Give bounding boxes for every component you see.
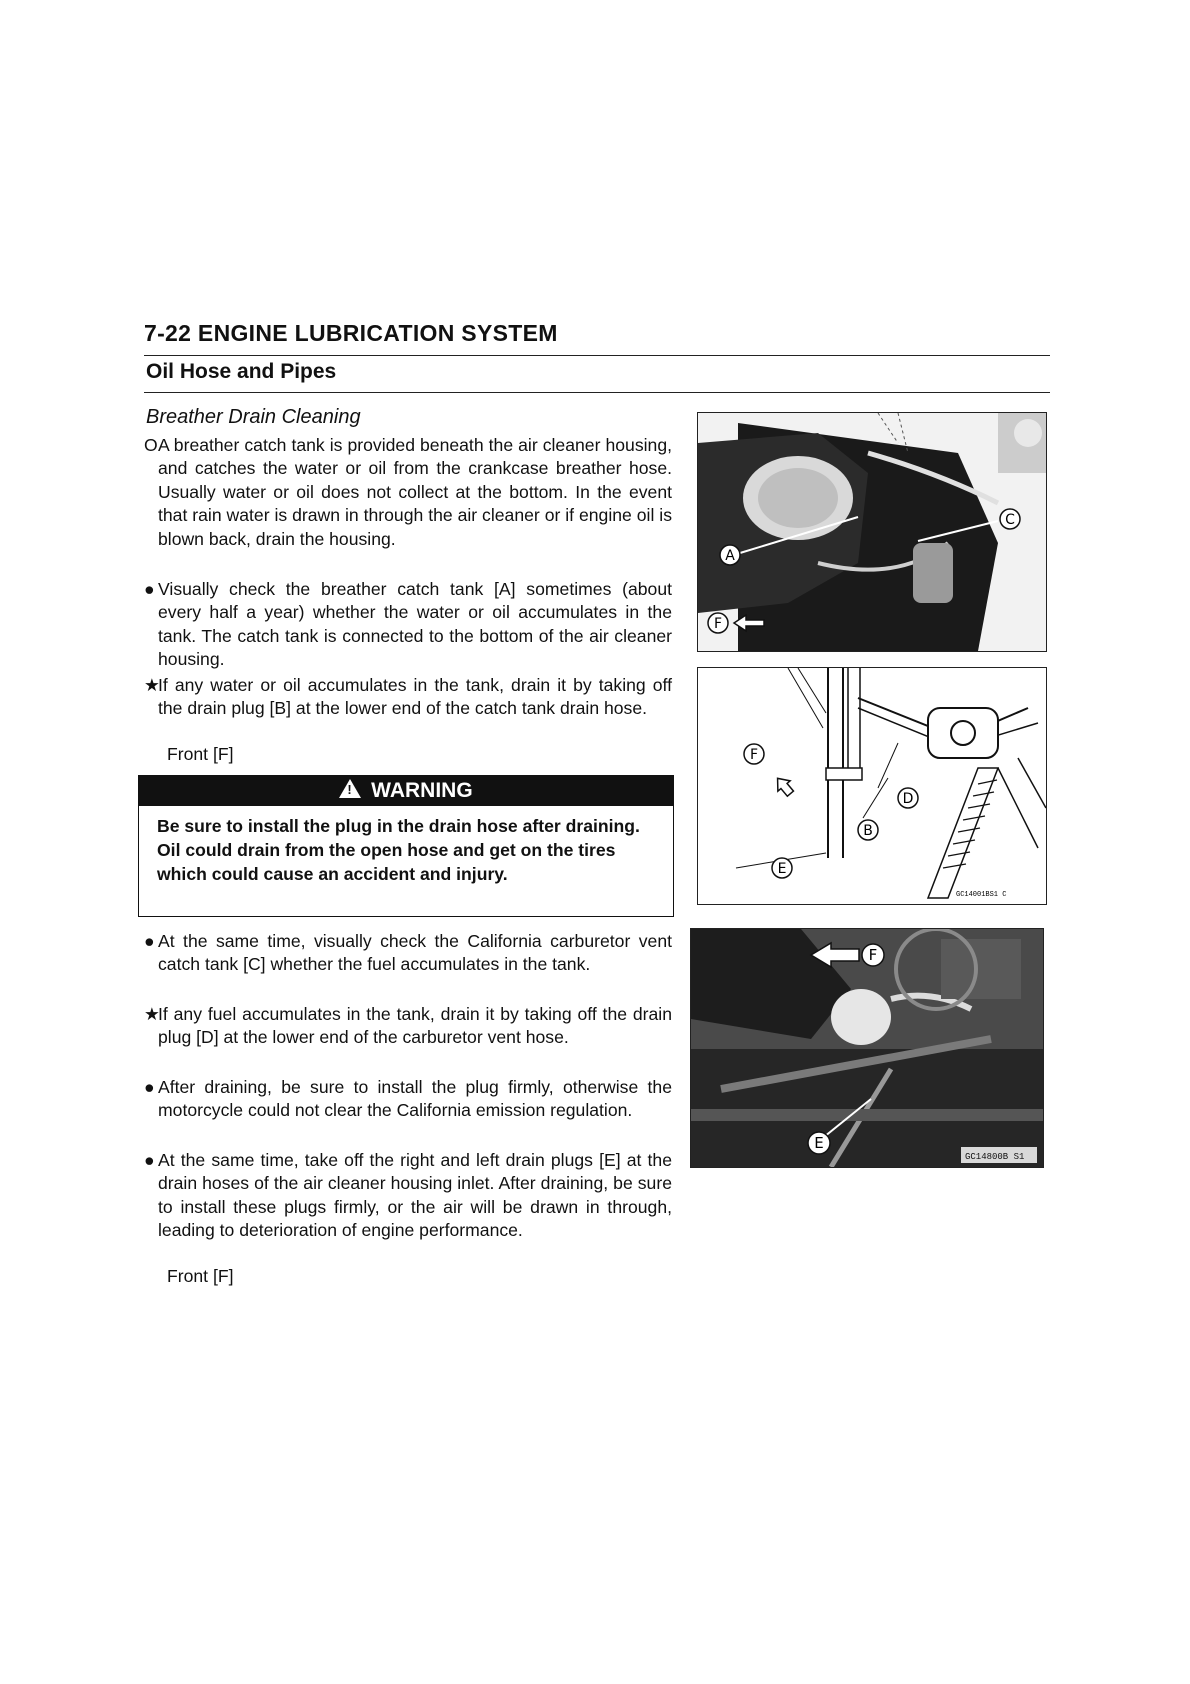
paragraph-text: Visually check the breather catch tank [A] sometimes (about every half a year) whether the water or oil accumulates in the tank. The catch tank is connected to the bottom of the air cleaner housing. (158, 579, 672, 670)
section-rule (144, 392, 1050, 393)
paragraph-install-plug (144, 1076, 672, 1123)
bullet-icon: ● (144, 579, 155, 599)
paragraph-left-right-plugs (144, 1149, 672, 1243)
paragraph-california-tank (144, 930, 672, 977)
star-icon: ★ (144, 1004, 160, 1024)
front-label: Front [F] (167, 1266, 234, 1286)
paragraph-check-tank (144, 578, 672, 672)
figure-drain-hose-drawing (697, 667, 1047, 905)
paragraph-text: At the same time, take off the right and left drain plugs [E] at the drain hoses of the air cleaner housing inlet. After draining, be sure to install these plugs firmly, or the air will be drawn in through, leading to deterioration of engine performance. (158, 1150, 672, 1241)
bullet-icon: ● (144, 1077, 155, 1097)
star-icon: ★ (144, 675, 160, 695)
warning-box (138, 775, 674, 917)
paragraph-text: If any fuel accumulates in the tank, drain it by taking off the drain plug [D] at the lower end of the carburetor vent hose. (158, 1004, 672, 1048)
figure-code: GC14800B S1 (965, 1152, 1025, 1162)
subsection-title: Breather Drain Cleaning (146, 406, 361, 428)
warning-title: WARNING (371, 779, 473, 802)
callout-label-f: F (713, 616, 723, 632)
figure-breather-tank-photo (697, 412, 1047, 652)
paragraph-text: A breather catch tank is provided beneath the air cleaner housing, and catches the water or oil from the crankcase breather hose. Usually water or oil does not collect at the bottom. In the event that rain water is drawn in through the air cleaner or if engine oil is blown back, drain the housing. (158, 435, 672, 549)
paragraph-intro (144, 434, 672, 551)
callout-label-c: C (1005, 512, 1015, 528)
callout-label-e: E (814, 1134, 824, 1152)
warning-header (139, 776, 673, 806)
paragraph-text: At the same time, visually check the California carburetor vent catch tank [C] whether the fuel accumulates in the tank. (158, 931, 672, 975)
figure-drain-plugs-photo (690, 928, 1044, 1168)
header-rule (144, 355, 1050, 356)
page-header-title: 7-22 ENGINE LUBRICATION SYSTEM (144, 320, 558, 346)
paragraph-fuel-drain (144, 1003, 672, 1050)
callout-label-f: F (868, 946, 878, 964)
paragraph-marker: O (144, 435, 158, 455)
paragraph-text: If any water or oil accumulates in the tank, drain it by taking off the drain plug [B] at the lower end of the catch tank drain hose. (158, 675, 672, 719)
paragraph-drain-plug (144, 674, 672, 721)
callout-label-d: D (902, 791, 914, 807)
bullet-icon: ● (144, 1150, 155, 1170)
warning-text: Be sure to install the plug in the drain hose after draining. Oil could drain from the open hose and get on the tires which could cause an accident and injury. (157, 816, 640, 884)
callout-label-f: F (749, 747, 759, 763)
section-title: Oil Hose and Pipes (146, 360, 337, 383)
bullet-icon: ● (144, 931, 155, 951)
paragraph-text: After draining, be sure to install the plug firmly, otherwise the motorcycle could not clear the California emission regulation. (158, 1077, 672, 1121)
front-label: Front [F] (167, 744, 234, 764)
figure-code: GC14001BS1 C (956, 891, 1007, 899)
callout-label-b: B (863, 823, 873, 839)
callout-label-a: A (725, 548, 735, 564)
callout-label-e: E (777, 861, 787, 877)
warning-triangle-icon: ! (339, 779, 361, 798)
